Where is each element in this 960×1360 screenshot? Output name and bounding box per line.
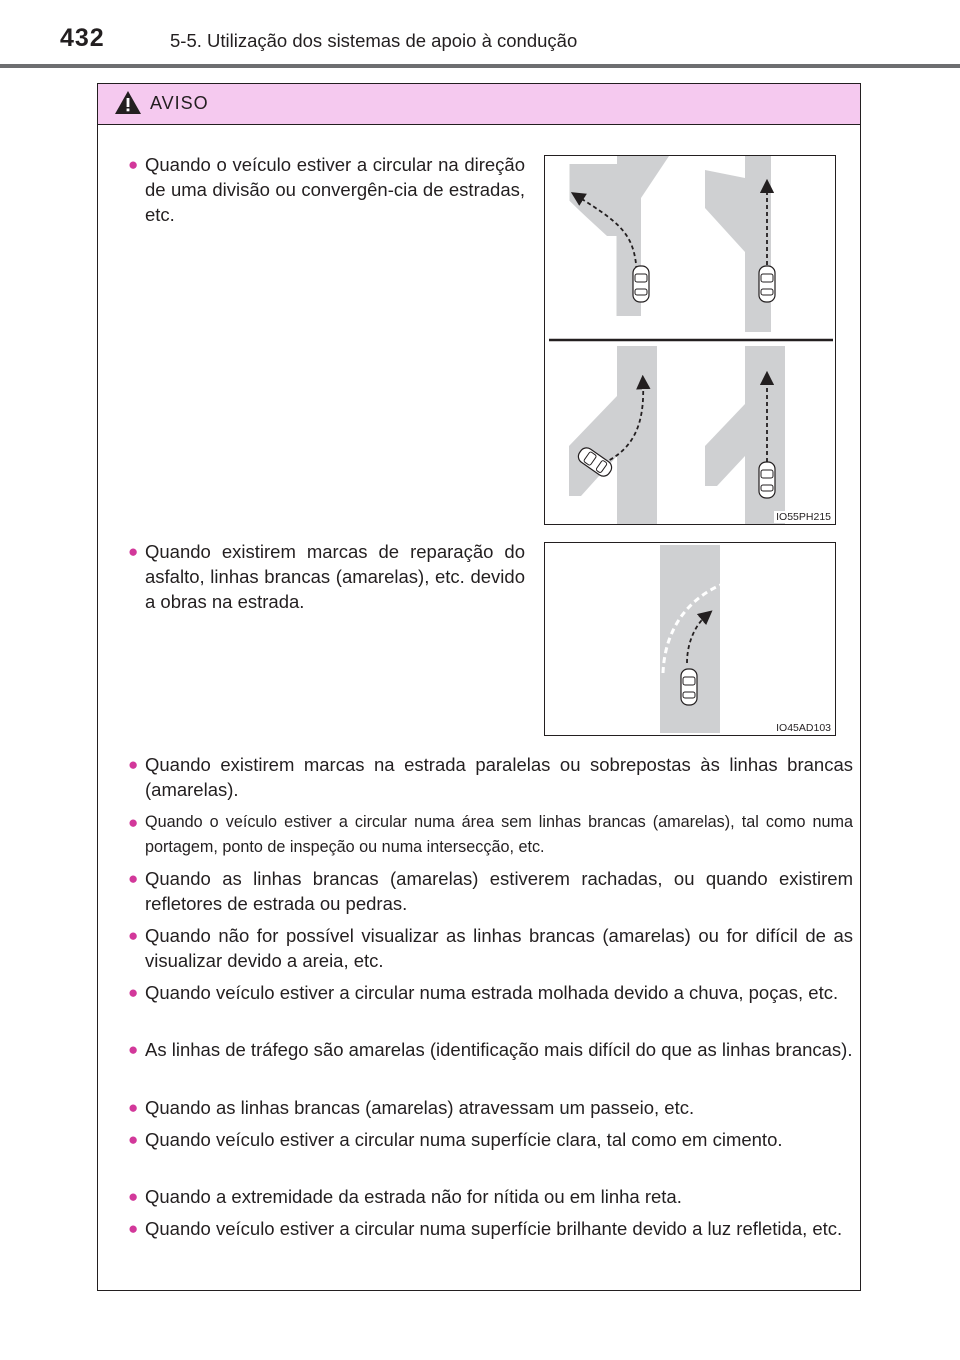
bullet-dot: ● — [128, 1219, 139, 1238]
warning-triangle-icon — [114, 90, 142, 115]
bullet-dot: ● — [128, 1187, 139, 1206]
figure-road-repair — [544, 542, 836, 736]
bullet-dot: ● — [128, 983, 139, 1002]
bullet-item — [128, 866, 853, 916]
bullet-dot: ● — [128, 1098, 139, 1117]
bullet-item — [128, 810, 853, 860]
bullet-dot: ● — [128, 1130, 139, 1149]
bullet-item — [128, 1037, 853, 1062]
figure-code: IO45AD103 — [776, 722, 831, 734]
bullet-dot: ● — [128, 813, 139, 832]
bullet-item — [128, 980, 853, 1005]
bullet-text: Quando existirem marcas na estrada paralelas ou sobrepostas às linhas brancas (amarelas). — [145, 754, 853, 800]
bullet-text: As linhas de tráfego são amarelas (identificação mais difícil do que as linhas brancas). — [145, 1039, 853, 1060]
figure-code: IO55PH215 — [776, 511, 831, 523]
bullet-item — [128, 923, 853, 973]
bullet-text: Quando não for possível visualizar as linhas brancas (amarelas) ou for difícil de as visualizar devido a areia, etc. — [145, 925, 853, 971]
figure-road-split — [544, 155, 836, 525]
bullet-item — [128, 1184, 853, 1209]
road-repair-illustration — [545, 543, 835, 735]
bullet-item — [128, 752, 853, 802]
bullet-text: Quando a extremidade da estrada não for nítida ou em linha reta. — [145, 1186, 682, 1207]
section-title: 5-5. Utilização dos sistemas de apoio à condução — [170, 30, 578, 51]
bullet-text: Quando as linhas brancas (amarelas) atravessam um passeio, etc. — [145, 1097, 695, 1118]
bullet-item — [128, 1095, 853, 1120]
bullet-text: Quando existirem marcas de reparação do asfalto, linhas brancas (amarelas), etc. devido a obras na estrada. — [145, 541, 525, 612]
bullet-text: Quando veículo estiver a circular numa estrada molhada devido a chuva, poças, etc. — [145, 982, 839, 1003]
bullet-item — [128, 152, 525, 227]
page-number: 432 — [60, 24, 105, 52]
bullet-text: Quando o veículo estiver a circular na direção de uma divisão ou convergên-cia de estradas, etc. — [145, 154, 525, 225]
bullet-item — [128, 539, 525, 614]
bullet-dot: ● — [128, 755, 139, 774]
warning-title: AVISO — [150, 93, 209, 113]
bullet-text: Quando as linhas brancas (amarelas) estiverem rachadas, ou quando existirem refletores de estrada ou pedras. — [145, 868, 853, 914]
bullet-dot: ● — [128, 155, 139, 174]
bullet-text: Quando o veículo estiver a circular numa área sem linhas brancas (amarelas), tal como numa portagem, ponto de inspeção ou numa intersecção, etc. — [145, 813, 853, 856]
bullet-dot: ● — [128, 926, 139, 945]
bullet-item — [128, 1127, 853, 1152]
bullet-dot: ● — [128, 542, 139, 561]
bullet-text: Quando veículo estiver a circular numa superfície brilhante devido a luz refletida, etc. — [145, 1218, 843, 1239]
bullet-dot: ● — [128, 1040, 139, 1059]
bullet-dot: ● — [128, 869, 139, 888]
bullet-item — [128, 1216, 853, 1241]
bullet-text: Quando veículo estiver a circular numa superfície clara, tal como em cimento. — [145, 1129, 783, 1150]
warning-header — [98, 84, 860, 125]
header-rule — [0, 64, 960, 68]
road-split-illustration — [545, 156, 835, 524]
